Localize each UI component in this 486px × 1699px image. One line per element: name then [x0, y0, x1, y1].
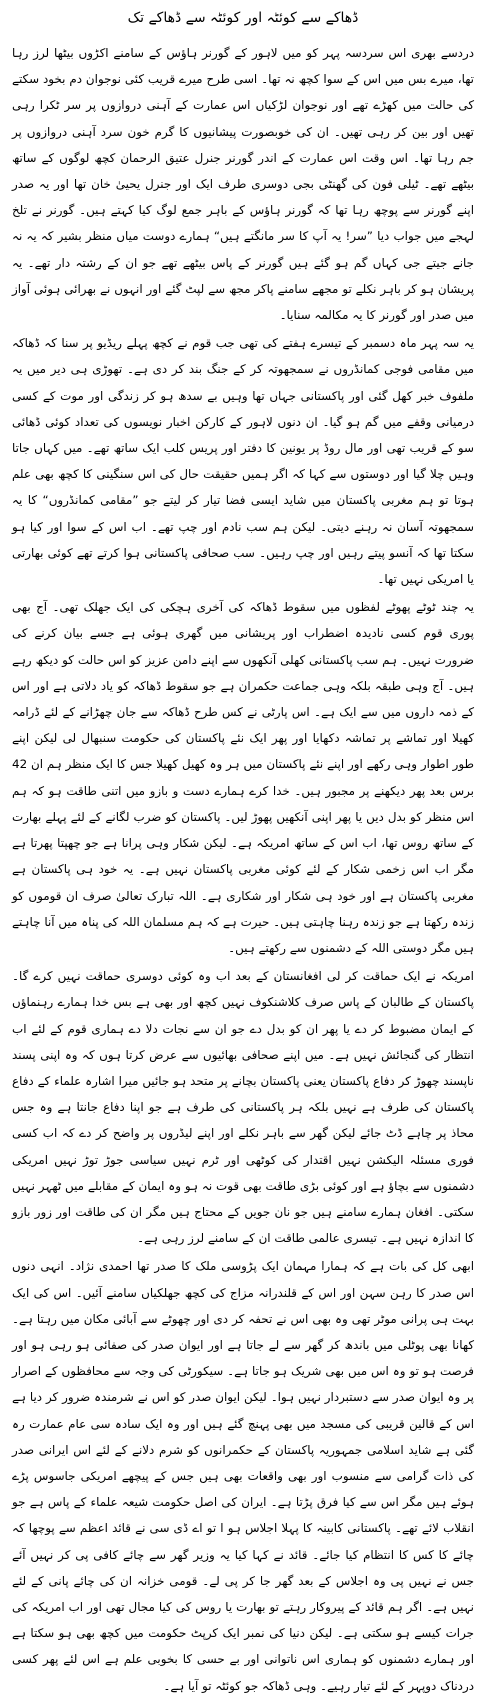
article-paragraph-1: دردسے بھری اس سردسہ پہر کو میں لاہور کے گورنر ہاؤس کے سامنے اکڑوں بیٹھا لرز رہا تھا، میرے بس میں اس کے سوا کچھ نہ تھا۔ اسی طرح میرے قریب کئی نوجوان دم بخود سکتے کی حالت میں کھڑے تھے اور نوجوان لڑکیاں اس عمارت کے آہنی دروازوں پر سر ٹکرا رہی تھیں اور بین کر رہی تھیں۔ ان کی خوبصورت پیشانیوں کا گرم خون سرد آہنی دروازوں پر جم رہا تھا۔ اس وقت اس عمارت کے اندر گورنر جنرل عتیق الرحمان کچھ لوگوں کے ساتھ بیٹھے تھے۔ ٹیلی فون کی گھنٹی بجی دوسری طرف ایک اور جنرل یحییٰ خان تھا اور یہ صدر اپنے گورنر سے پوچھ رہا تھا کہ گورنر ہاؤس کے باہر جمع لوگ کیا کہتے ہیں۔ گورنر نے تلخ لہجے میں جواب دیا ”سر! یہ آپ کا سر مانگتے ہیں“ ہمارے دوست میاں منظر بشیر کہ یہ نہ جانے جیتے جی کہاں گم ہو گئے ہیں گورنر کے پاس بیٹھے تھے جو ان کے رشتہ دار تھے۔ یہ پریشان ہو کر باہر نکلے تو مجھے سامنے پاکر مجھ سے لپٹ گئے اور انہوں نے بھرائی ہوئی آواز میں صدر اور گورنر کا یہ مکالمہ سنایا۔: [12, 46, 474, 323]
article-paragraph-2: یہ سہ پہر ماہ دسمبر کے تیسرے ہفتے کی تھی جب قوم نے کچھ پہلے ریڈیو پر سنا کہ ڈھاکہ میں مقامی فوجی کمانڈروں نے سمجھوتہ کر کے جنگ بند کر دی ہے۔ تھوڑی ہی دیر میں یہ ملفوف خبر کھل گئی اور پاکستانی جہاں تھا وہیں بے سدھ ہو کر زندگی اور موت کے کسی درمیانی وقفے میں گم ہو گیا۔ ان دنوں لاہور کے کارکن اخبار نویسوں کی تعداد کوئی ڈھائی سو کے قریب تھی اور مال روڈ پر یونین کا دفتر اور پریس کلب ایک ساتھ تھے۔ میں کہاں جاتا وہیں چلا گیا اور دوستوں سے کہا کہ اگر ہمیں حقیقت حال کی اس سنگینی کا کچھ بھی علم ہوتا تو ہم مغربی پاکستان میں شاید ایسی فضا تیار کر لیتے جو ”مقامی کمانڈروں“ کا یہ سمجھوتہ آسان نہ رہنے دیتی۔ لیکن ہم سب نادم اور چپ تھے۔ اب اس کے سوا اور کیا ہو سکتا تھا کہ آنسو پیتے رہیں اور چپ رہیں۔ سب صحافی پاکستانی ہوا کرتے تھے کوئی بھارتی یا امریکی نہیں تھا۔: [12, 336, 474, 587]
article-headline: ڈھاکے سے کوئٹہ اور کوئٹہ سے ڈھاکے تک: [127, 10, 359, 26]
article-paragraph-4: امریکہ نے ایک حماقت کر لی افغانستان کے بعد اب وہ کوئی دوسری حماقت نہیں کرے گا۔ پاکستان کے طالبان کے پاس صرف کلاشنکوف نہیں کچھ اور بھی ہے بس خدا ہمارے رہنماؤں کے ایمان مضبوط کر دے یا پھر ان کو بدل دے جو ان سے نجات دلا دے ہماری قوم کے لئے اب انتظار کی گنجائش نہیں ہے۔ میں اپنے صحافی بھائیوں سے عرض کرتا ہوں کہ وہ اپنی پسند ناپسند چھوڑ کر دفاع پاکستان یعنی پاکستان بچانے پر متحد ہو جائیں میرا اشارہ علماء کے دفاع پاکستان کی طرف ہے نہیں بلکہ ہر پاکستانی کی طرف ہے جو اپنا دفاع جانتا ہے وہ جس محاذ پر چاہے ڈٹ جائے لیکن گھر سے باہر نکلے اور اپنے لیڈروں پر واضح کر دے کہ اب کسی فوری مسئلہ الیکشن نہیں اقتدار کی کوٹھی اور ٹرم نہیں سیاسی جوڑ توڑ نہیں امریکی دشمنوں سے بچاؤ ہے اور کوئی بڑی طاقت بھی قوت نہ ہو وہ ایمان کے مقابلے میں ٹھہر نہیں سکتی۔ افغان ہمارے سامنے ہیں جو نان جویں کے محتاج ہیں مگر ان کی طاقت اور زور بازو کا اندازہ نہیں ہے۔ تیسری عالمی طاقت ان کے سامنے لرز رہی ہے۔: [12, 969, 474, 1246]
article-paragraph-5: ابھی کل کی بات ہے کہ ہمارا مہمان ایک پڑوسی ملک کا صدر تھا احمدی نژاد۔ انہی دنوں اس صدر کا رہن سہن اور اس کے قلندرانہ مزاج کی کچھ جھلکیاں سامنے آئیں۔ اس کی ایک بہت ہی پرانی موٹر تھی وہ بھی اس نے تحفہ کر دی اور چھوٹے سے آبائی مکان میں رہتا ہے۔ کھانا بھی پوٹلی میں باندھ کر گھر سے لے جاتا ہے اور ایوان صدر کی صفائی ہو رہی ہو اور فرصت ہو تو وہ اس میں بھی شریک ہو جاتا ہے۔ سیکورٹی کی وجہ سے محافظوں کے اصرار پر وہ ایوان صدر سے دستبردار نہیں ہوا۔ لیکن ایوان صدر کو اس نے شرمندہ ضرور کر دیا ہے اس کے قالین قریبی کی مسجد میں بھی پہنچ گئے ہیں اور وہ ایک سادہ سی عام عمارت رہ گئی ہے شاید اسلامی جمہوریہ پاکستان کے حکمرانوں کو شرم دلانے کے لئے اس ایرانی صدر کی ذات گرامی سے منسوب اور بھی واقعات بھی ہیں جس کے پیچھے امریکی جاسوس پڑے ہوئے ہیں مگر اس سے کیا فرق پڑتا ہے۔ ایران کی اصل حکومت شیعہ علماء کے پاس ہے جو انقلاب لائے تھے۔ پاکستانی کابینہ کا پہلا اجلاس ہو ا تو اے ڈی سی نے قائد اعظم سے پوچھا کہ چائے کا کس کا انتظام کیا جائے۔ قائد نے کہا کیا یہ وزیر گھر سے چائے کافی پی کر نہیں آئے جس نے نہیں پی وہ اجلاس کے بعد گھر جا کر پی لے۔ قومی خزانہ ان کی چائے پانی کے لئے نہیں ہے۔ اگر ہم قائد کے پیروکار رہتے تو بھارت یا روس کی کیا مجال تھی اور اب امریکہ کی جرات کیسے ہو سکتی ہے۔ لیکن دنیا کی نمبر ایک کرپٹ حکومت میں کچھ بھی ہو سکتا ہے اور ہمارے دشمنوں کو ہماری اس ناتوانی اور بے حسی کا بخوبی علم ہے اس لئے پھر کسی دردناک دوپہر کے لئے تیار رہیے۔ وہی ڈھاکہ جو کوئٹہ تو آیا ہے۔: [12, 1259, 474, 1693]
article: [8, 0, 478, 1693]
article-paragraph-3: یہ چند ٹوٹے پھوٹے لفظوں میں سقوط ڈھاکہ کی آخری ہچکی کی ایک جھلک تھی۔ آج بھی پوری قوم کسی نادیدہ اضطراب اور پریشانی میں گھری ہوئی ہے جسے بیان کرنے کی ضرورت نہیں۔ ہم سب پاکستانی کھلی آنکھوں سے اپنے دامن عزیز کو اس حالت کو دیکھ رہے ہیں۔ آج وہی طبقہ بلکہ وہی جماعت حکمران ہے جو سقوط ڈھاکہ کو یاد دلاتی ہے اور اس کے ذمہ داروں میں سے ایک ہے۔ اس پارٹی نے کس طرح ڈھاکہ سے جان چھڑانے کے لئے ڈرامہ کھیلا اور تماشے پر تماشہ دکھایا اور پھر ایک نئے پاکستان کی حکومت سنبھال لی لیکن اپنے طور اطوار وہی رکھے اور اپنے نئے پاکستان میں ہر وہ کھیل کھیلا جس کا ایک منظر ہم ان 42 برس بعد پھر دیکھنے پر مجبور ہیں۔ خدا کرے ہمارے دست و بازو میں اتنی طاقت ہو کہ ہم اس منظر کو بدل دیں یا پھر اپنی آنکھیں پھوڑ لیں۔ پاکستان کو ضرب لگانے کے لئے پہلے بھارت کے ساتھ روس تھا، اب اس کے ساتھ امریکہ ہے۔ لیکن شکار وہی پرانا ہے جو چھپتا پھرتا ہے مگر اب اس زخمی شکار کے لئے کوئی مغربی پاکستان نہیں ہے۔ یہ خود ہی پاکستان ہے مغربی پاکستان ہے اور خود ہی شکار اور شکاری ہے۔ اللہ تبارک تعالیٰ صرف ان قوموں کو زندہ رکھتا ہے جو زندہ رہنا چاہتی ہیں۔ حیرت ہے کہ ہم مسلمان اللہ کی پناہ میں آنا چاہتے ہیں مگر دوستی اللہ کے دشمنوں سے رکھتے ہیں۔: [12, 600, 474, 955]
